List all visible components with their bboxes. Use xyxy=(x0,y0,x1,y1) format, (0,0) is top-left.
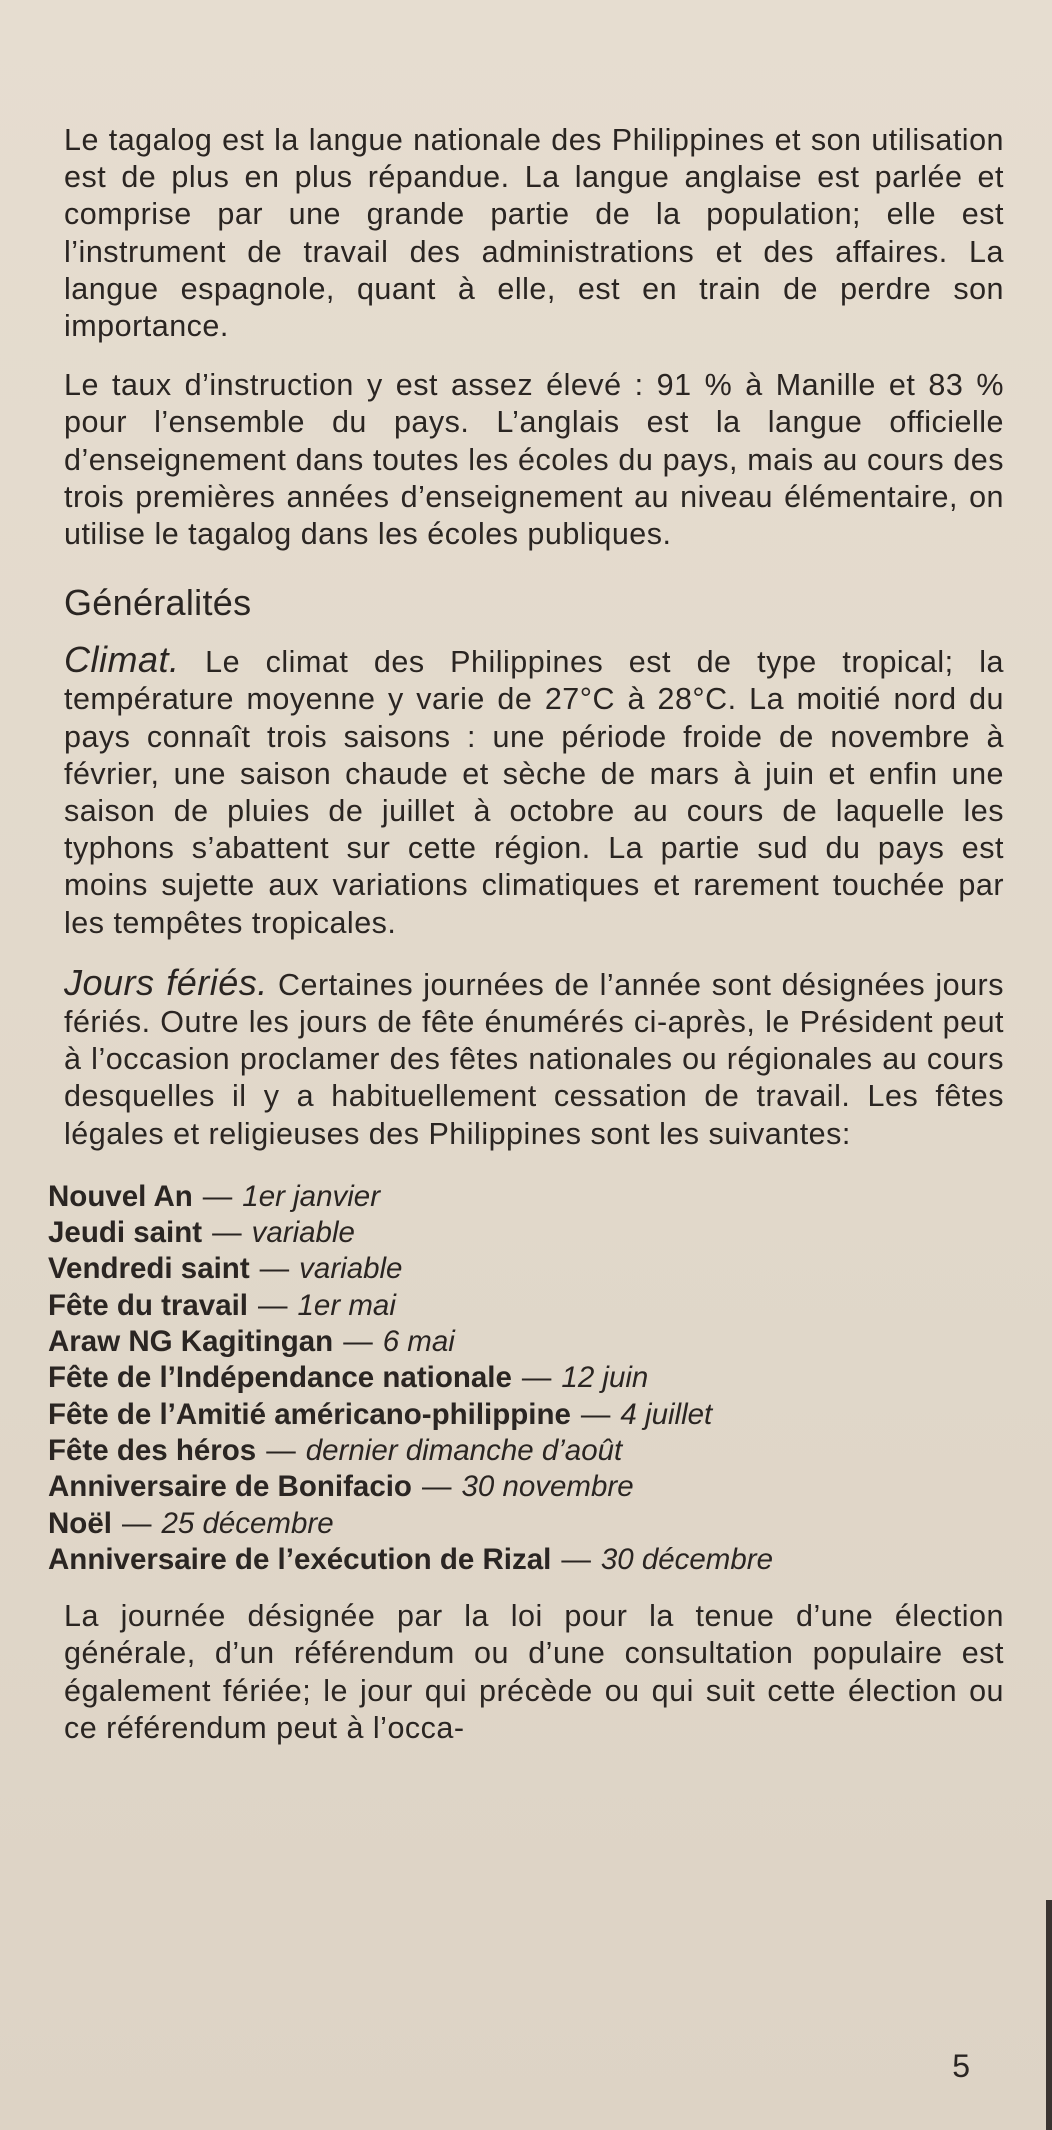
holiday-item xyxy=(48,1542,1004,1578)
holiday-name: Noël xyxy=(48,1506,112,1540)
holiday-item xyxy=(48,1179,1004,1215)
page-content xyxy=(48,122,1004,1769)
holiday-item xyxy=(48,1288,1004,1324)
holiday-name: Fête des héros xyxy=(48,1433,257,1467)
holiday-name: Araw NG Kagitingan xyxy=(48,1325,334,1359)
holiday-dash: — xyxy=(212,1216,242,1250)
holiday-date: 30 décembre xyxy=(600,1542,774,1576)
holiday-date: 4 juillet xyxy=(620,1397,713,1431)
holiday-date: dernier dimanche d’août xyxy=(305,1433,623,1467)
holiday-date: 1er mai xyxy=(297,1288,396,1322)
holiday-name: Anniversaire de Bonifacio xyxy=(48,1470,412,1504)
holiday-dash: — xyxy=(121,1506,152,1540)
holiday-name: Fête de l’Amitié américano-philippine xyxy=(48,1397,571,1431)
holiday-name: Fête de l’Indépendance nationale xyxy=(48,1361,512,1395)
holiday-dash: — xyxy=(343,1325,373,1359)
holiday-date: 6 mai xyxy=(382,1325,455,1359)
holiday-dash: — xyxy=(259,1252,290,1286)
holiday-date: 12 juin xyxy=(561,1361,649,1395)
holiday-date: 1er janvier xyxy=(242,1179,381,1213)
holiday-item xyxy=(48,1469,1004,1505)
holiday-name: Jeudi saint xyxy=(48,1216,203,1250)
holiday-name: Fête du travail xyxy=(48,1288,249,1322)
holiday-name: Anniversaire de l’exécution de Rizal xyxy=(48,1542,552,1576)
holiday-item xyxy=(48,1251,1004,1287)
holiday-item xyxy=(48,1397,1004,1433)
holiday-dash: — xyxy=(421,1470,452,1504)
intro-paragraph-education: Le taux d’instruction y est assez élevé : 91 % à Manille et 83 % pour l’ensemble du pays. L’anglais est la langue officielle d’enseignement dans toutes les écoles du pays, mais au cours des trois premières années d’enseignement au niveau élémentaire, on utilise le tagalog dans les écoles publiques. xyxy=(64,368,1004,552)
holiday-date: variable xyxy=(251,1216,355,1250)
holiday-item xyxy=(48,1360,1004,1396)
holiday-date: variable xyxy=(299,1252,403,1286)
section-heading: Généralités xyxy=(64,582,252,624)
holiday-dash: — xyxy=(266,1433,296,1467)
holidays-paragraph xyxy=(64,961,1004,1153)
holiday-name: Vendredi saint xyxy=(48,1252,250,1286)
holiday-dash: — xyxy=(258,1288,288,1322)
holidays-title: Jours fériés. xyxy=(64,961,268,1003)
holiday-item xyxy=(48,1433,1004,1469)
climate-title: Climat. xyxy=(64,639,180,681)
holiday-item xyxy=(48,1506,1004,1542)
holiday-date: 25 décembre xyxy=(161,1506,334,1540)
holiday-dash: — xyxy=(561,1542,591,1576)
climate-paragraph xyxy=(64,641,1004,942)
holiday-list xyxy=(48,1179,1004,1578)
holiday-item xyxy=(48,1324,1004,1360)
climate-text: Le climat des Philippines est de type tropical; la température moyenne y varie de 27°C à 28°C. La moitié nord du pays connaît trois saisons : une période froide de novembre à février, une saison chaude et sèche de mars à juin et enfin une saison de pluies de juillet à octobre au cours de laquelle les typhons s’abattent sur cette région. La partie sud du pays est moins sujette aux variations climatiques et rarement touchée par les tempêtes tropicales. xyxy=(64,645,1004,940)
page-number: 5 xyxy=(952,2048,970,2084)
holidays-text: Certaines journées de l’année sont désignées jours fériés. Outre les jours de fête énumérés ci-après, le Président peut à l’occasion proclamer des fêtes nationales ou régionales au cours desquelles il y a habituellement cessation de travail. Les fêtes légales et religieuses des Philippines sont les suivantes: xyxy=(64,967,1004,1151)
holiday-dash: — xyxy=(521,1361,552,1395)
holiday-name: Nouvel An xyxy=(48,1179,193,1213)
closing-paragraph: La journée désignée par la loi pour la tenue d’une élection générale, d’un référendum ou d’une consultation populaire est également fériée; le jour qui précède ou qui suit cette élection ou ce référendum peut à l’occa- xyxy=(64,1599,1004,1745)
holiday-item xyxy=(48,1215,1004,1251)
binding-edge xyxy=(1046,1900,1052,2130)
holiday-date: 30 novembre xyxy=(461,1470,634,1504)
intro-paragraph-language: Le tagalog est la langue nationale des Philippines et son utilisation est de plus en plus répandue. La langue anglaise est parlée et comprise par une grande partie de la population; elle est l’instrument de travail des administrations et des affaires. La langue espagnole, quant à elle, est en train de perdre son importance. xyxy=(64,123,1004,344)
holiday-dash: — xyxy=(202,1179,233,1213)
holiday-dash: — xyxy=(580,1397,611,1431)
